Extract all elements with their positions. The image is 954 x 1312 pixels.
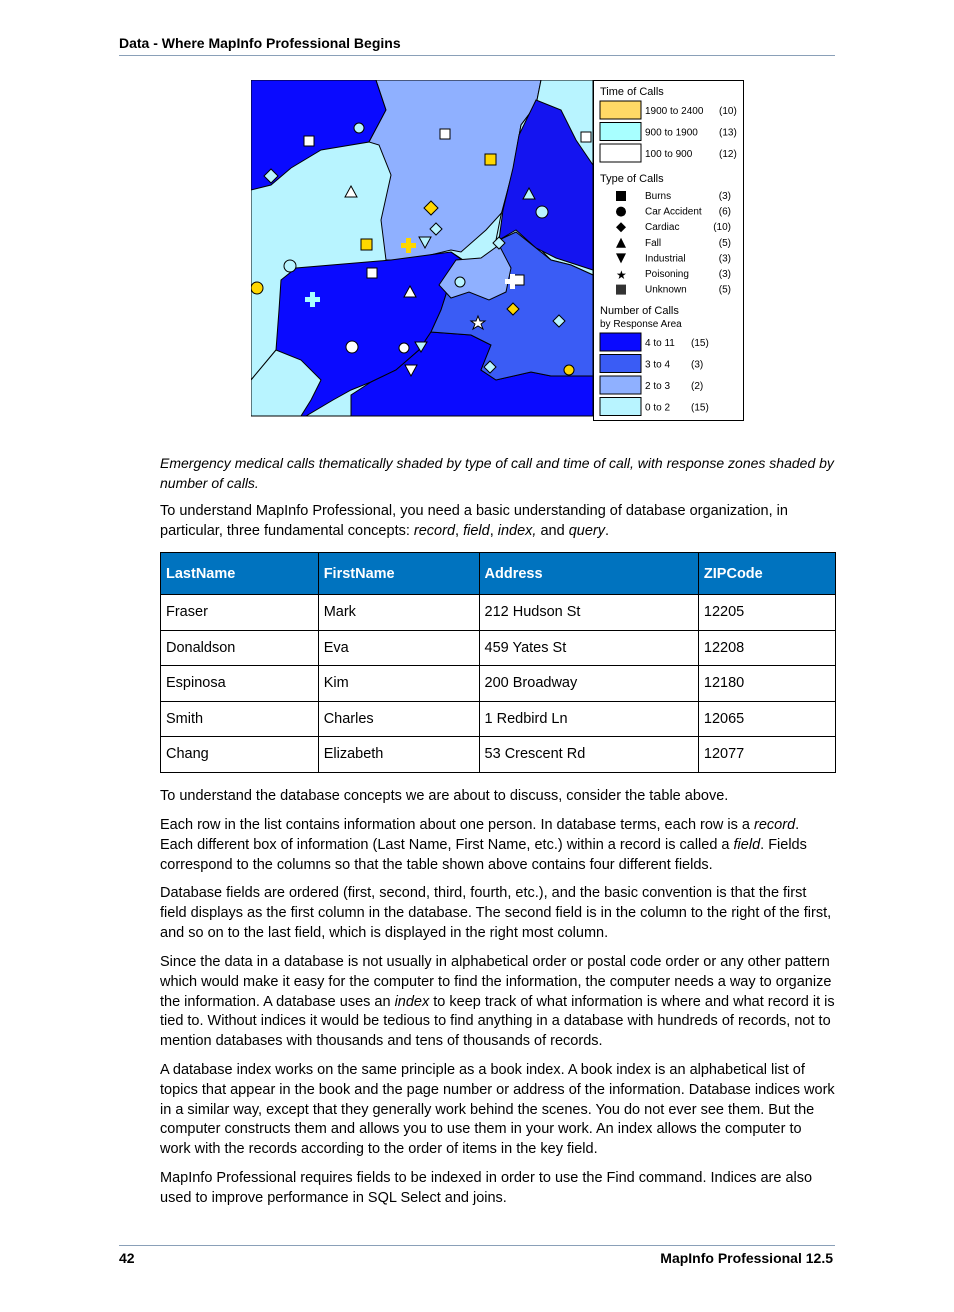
legend-type-count: (10) [713,222,731,234]
star-icon: ★ [616,268,627,282]
table-row [161,701,836,737]
table-cell: 212 Hudson St [479,595,698,631]
paragraph-find: MapInfo Professional requires fields to be indexed in order to use the Find command. Indices are also used to improve performance in SQL Select and joins. [160,1170,813,1206]
page-footer [119,1245,835,1269]
map-symbol [485,154,496,165]
legend-time-swatch [600,123,641,141]
legend-type-count: (3) [718,253,731,265]
legend-type-count: (5) [718,284,731,296]
legend-number-range: 3 to 4 [645,359,671,371]
map-symbol [354,123,364,133]
legend-number-count: (15) [691,402,709,414]
intro-paragraph: To understand MapInfo Professional, you need a basic understanding of database organization, in particular, three fundamental concepts: record, field, index, and query. [160,503,788,539]
legend-number-swatch [600,355,641,373]
table-cell: Espinosa [161,666,319,702]
legend-time-count: (12) [719,149,737,160]
map-symbol [284,260,296,272]
running-header [119,34,835,56]
table-row [161,737,836,773]
table-cell: 12180 [698,666,835,702]
table-row [161,630,836,666]
map-symbol [251,282,263,294]
legend-number-swatch [600,333,641,351]
table-row [161,595,836,631]
table-cell: Charles [318,701,479,737]
table-cell: Mark [318,595,479,631]
legend-type-count: (5) [718,237,731,249]
legend-type-label: Poisoning [645,269,689,280]
legend-time-title: Time of Calls [600,86,664,98]
header-address: Address [479,553,698,595]
legend-type-label: Cardiac [645,222,680,234]
filled-square-icon [616,191,626,201]
header-lastname: LastName [161,553,319,595]
filled-circle-icon [616,207,626,217]
map-legend [594,81,744,421]
legend-number-range: 0 to 2 [645,402,671,414]
legend-type-label: Fall [645,237,662,249]
paragraph-ordered: Database fields are ordered (first, second, third, fourth, etc.), and the basic convention is that the first field displays as the first column in the database. The second field is in the column to the right of the first, and so on to the last field, which is displayed in the right most column. [160,885,832,941]
legend-number-count: (15) [691,338,709,349]
map-figure [251,80,744,421]
legend-type-label: Unknown [645,284,687,296]
map-area [251,80,593,416]
page-number: 42 [119,1250,135,1266]
paragraph-record: Each row in the list contains information about one person. In database terms, each row is a record. Each different box of information (Last Name, First Name, etc.) within a record is called a field. Fields correspond to the columns so that the table shown above contains four different fields. [160,817,807,873]
header-title: Data - Where MapInfo Professional Begins [119,35,401,51]
legend-number-count: (2) [691,381,704,392]
example-table [160,552,836,773]
table-row [161,666,836,702]
table-cell: Fraser [161,595,319,631]
paragraph-book-index: A database index works on the same principle as a book index. A book index is an alphabetical list of topics that appear in the book and the page number or address of the information. Database indices work in a similar way, except that they generally work behind the scenes. You do not ever see them. But the computer constructs them and allows you to use them in your work. An index allows the computer to work with the records according to the order of items in the key field. [160,1062,835,1158]
table-cell: 53 Crescent Rd [479,737,698,773]
legend-number-title: Number of Calls [600,305,679,317]
table-cell: Smith [161,701,319,737]
legend-time-swatch [600,144,641,162]
legend-time-swatch [600,101,641,119]
table-cell: 1 Redbird Ln [479,701,698,737]
legend-number-count: (3) [691,359,704,371]
legend-type-label: Burns [645,191,672,202]
map-symbol [455,277,465,287]
map-symbol [581,132,591,142]
table-cell: Kim [318,666,479,702]
table-cell: 459 Yates St [479,630,698,666]
map-symbol [346,341,358,353]
legend-type-title: Type of Calls [600,173,664,185]
table-cell: 12208 [698,630,835,666]
map-symbol [564,365,574,375]
legend-number-swatch [600,398,641,416]
legend-number-range: 2 to 3 [645,381,671,392]
header-firstname: FirstName [318,553,479,595]
map-symbol [361,239,372,250]
table-cell: 200 Broadway [479,666,698,702]
legend-time-range: 1900 to 2400 [645,106,704,117]
footer-product: MapInfo Professional 12.5 [660,1250,833,1266]
table-cell: 12205 [698,595,835,631]
legend-time-count: (13) [719,127,737,139]
dark-square-icon [616,285,626,295]
map-symbol [367,268,377,278]
legend-type-label: Car Accident [645,206,702,218]
table-cell: Donaldson [161,630,319,666]
legend-time-range: 100 to 900 [645,149,693,160]
table-cell: 12065 [698,701,835,737]
legend-number-subtitle: by Response Area [600,319,682,330]
table-cell: Elizabeth [318,737,479,773]
legend-time-count: (10) [719,106,737,117]
map-symbol [399,343,409,353]
legend-type-count: (6) [718,206,731,218]
map-symbol [440,129,450,139]
table-cell: Chang [161,737,319,773]
header-zipcode: ZIPCode [698,553,835,595]
legend-type-label: Industrial [645,253,686,265]
paragraph-consider: To understand the database concepts we are about to discuss, consider the table above. [160,788,729,804]
legend-time-range: 900 to 1900 [645,127,698,139]
legend-number-range: 4 to 11 [645,338,675,349]
table-cell: 12077 [698,737,835,773]
legend-type-count: (3) [718,191,731,202]
figure-caption: Emergency medical calls thematically shaded by type of call and time of call, with response zones shaded by number of calls. [160,455,834,491]
legend-number-swatch [600,376,641,394]
legend-type-count: (3) [718,269,731,280]
paragraph-index: Since the data in a database is not usually in alphabetical order or postal code order or any other pattern which would make it easy for the computer to find the information, the computer needs a way to organize the information. A database uses an index to keep track of what information is where and what record it is tied to. Without indices it would be tedious to find anything in a database with hundreds of records, not to mention databases with thousands and tens of thousands of records. [160,954,835,1050]
table-header-row [161,553,836,595]
map-symbol [536,206,548,218]
map-symbol [304,136,314,146]
table-cell: Eva [318,630,479,666]
